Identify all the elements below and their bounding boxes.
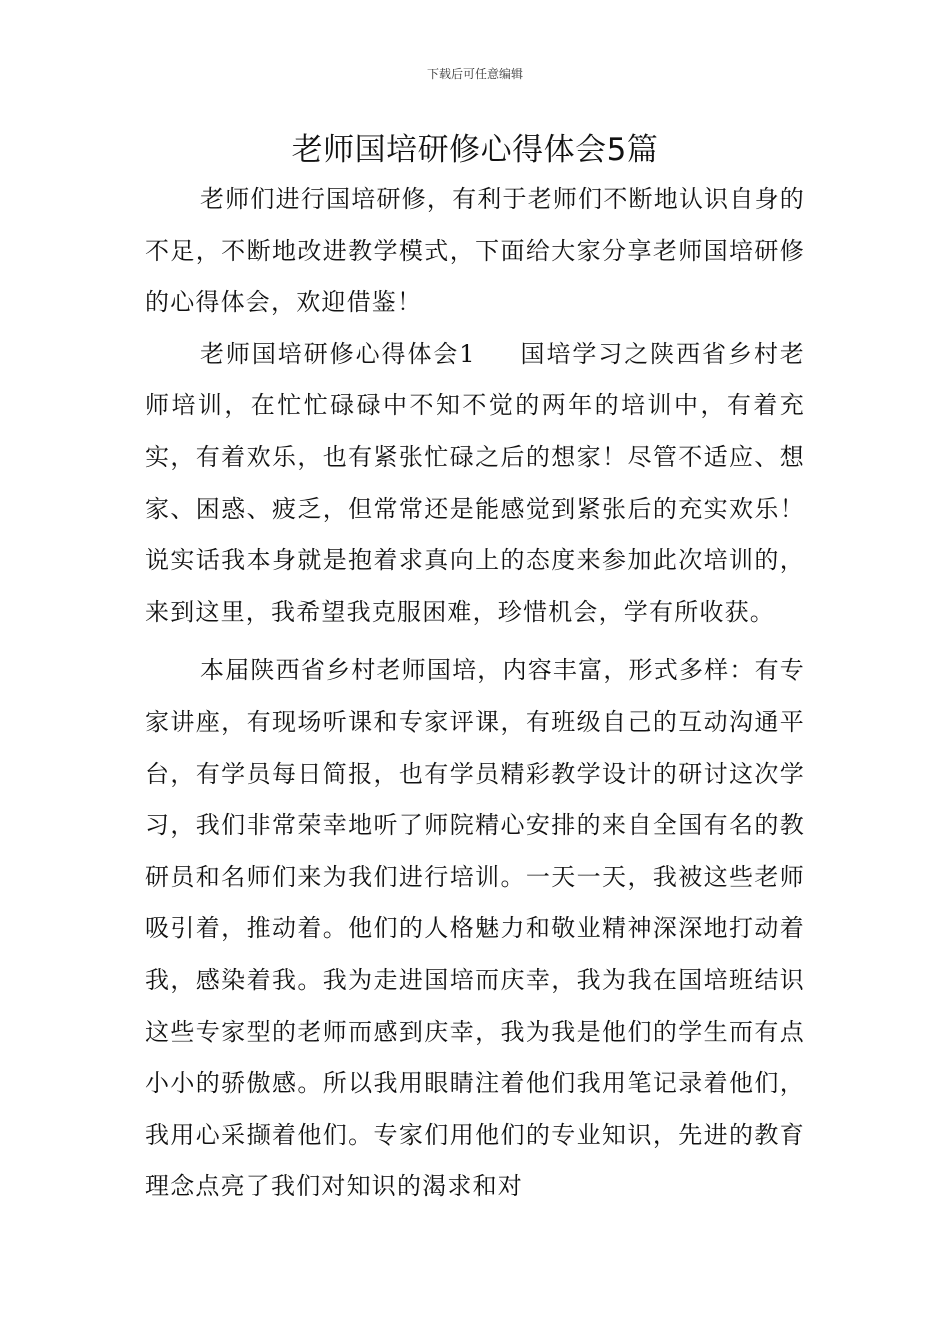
intro-paragraph: 老师们进行国培研修，有利于老师们不断地认识自身的不足，不断地改进教学模式，下面给大家分享老师国培研修的心得体会，欢迎借鉴！: [145, 185, 805, 317]
document-title: 老师国培研修心得体会5篇: [291, 132, 659, 168]
header-note: 下载后可任意编辑: [426, 67, 523, 81]
body-paragraph-3: 本届陕西省乡村老师国培，内容丰富，形式多样：有专家讲座，有现场听课和专家评课，有班级自己的互动沟通平台，有学员每日简报，也有学员精彩教学设计的研讨这次学习，我们非常荣幸地听了师院精心安排的来自全国有名的教研员和名师们来为我们进行培训。一天一天，我被这些老师吸引着，推动着。他们的人格魅力和敬业精神深深地打动着我，感染着我。我为走进国培而庆幸，我为我在国培班结识这些专家型的老师而感到庆幸，我为我是他们的学生而有点小小的骄傲感。所以我用眼睛注着他们我用笔记录着他们，我用心采撷着他们。专家们用他们的专业知识，先进的教育理念点亮了我们对知识的渴求和对: [145, 656, 805, 1201]
section-1-text: 国培学习之陕西省乡村老师培训，在忙忙碌碌中不知不觉的两年的培训中，有着充实，有着欢乐，也有紧张忙碌之后的想家！尽管不适应、想家、困惑、疲乏，但常常还是能感觉到紧张后的充实欢乐！说实话我本身就是抱着求真向上的态度来参加此次培训的，来到这里，我希望我克服困难，珍惜机会，学有所收获。: [145, 339, 806, 626]
section-1-heading: 老师国培研修心得体会1: [200, 339, 476, 368]
section-1-paragraph: [145, 329, 805, 639]
document-body: [145, 174, 805, 1213]
